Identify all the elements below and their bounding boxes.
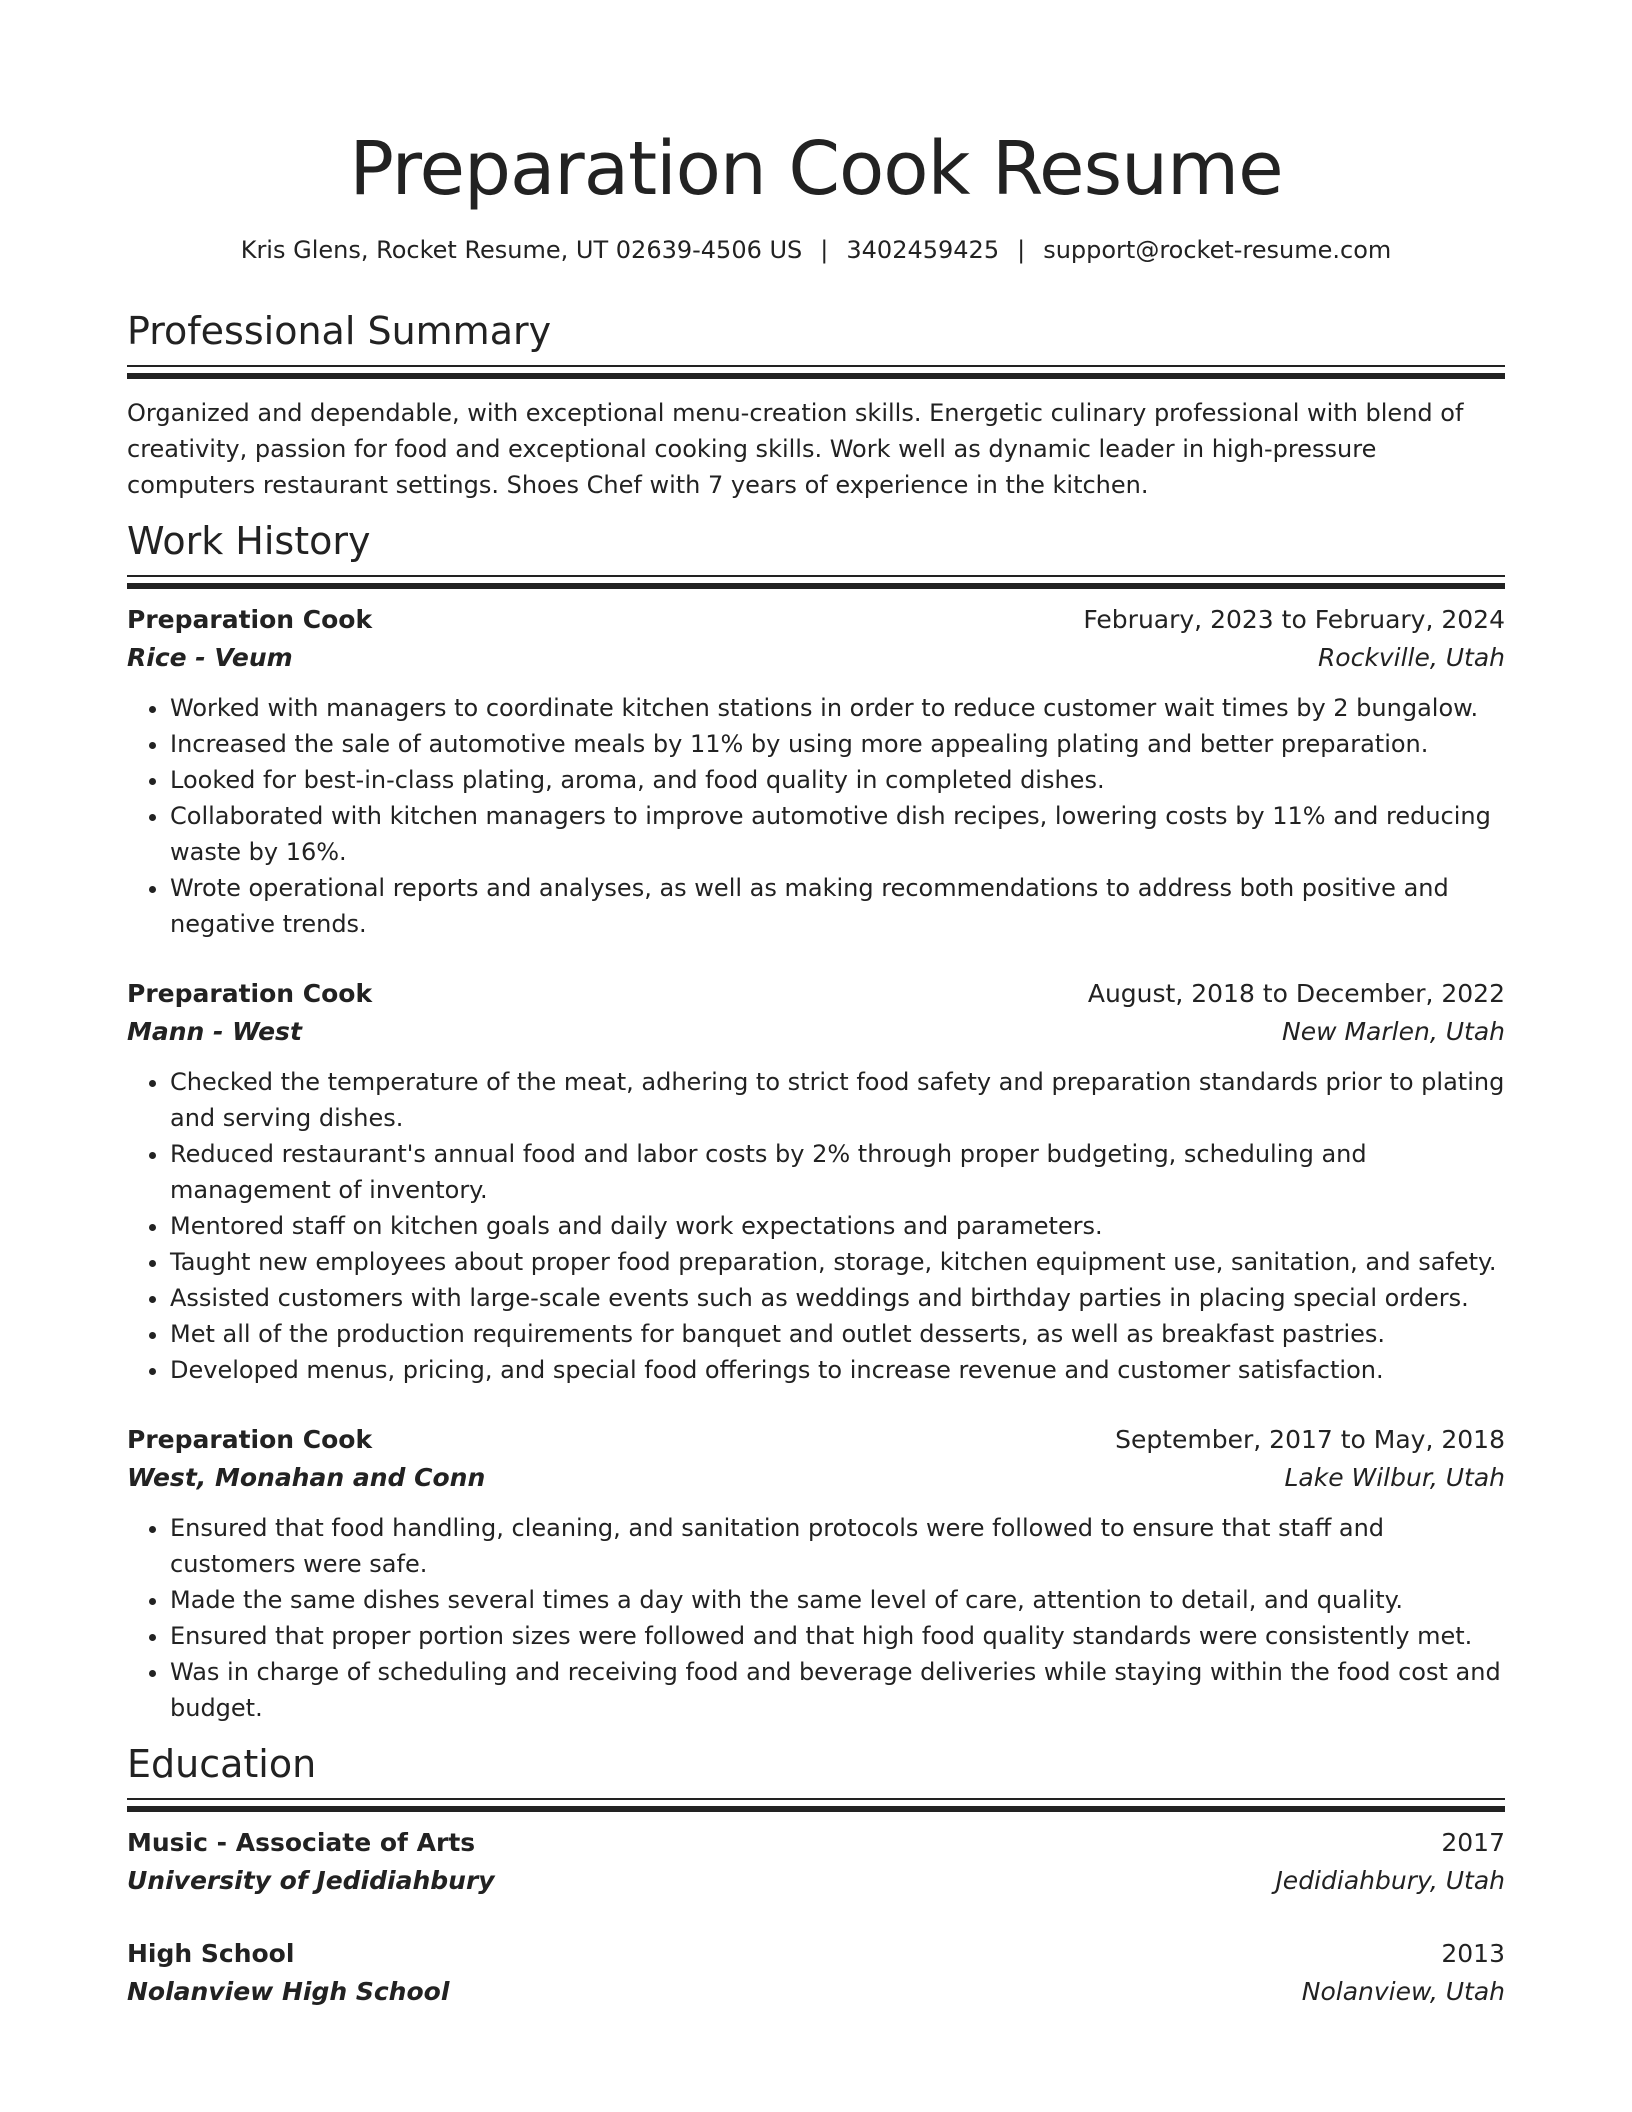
job-location: Lake Wilbur, Utah [1284, 1463, 1505, 1492]
job-bullet: • Made the same dishes several times a day with the same level of care, attention to detail, and quality. [170, 1582, 1505, 1618]
job-bullet: • Collaborated with kitchen managers to improve automotive dish recipes, lowering costs by 11% and reducing waste by 16%. [170, 798, 1505, 870]
job-bullet: • Was in charge of scheduling and receiving food and beverage deliveries while staying within the food cost and budget. [170, 1654, 1505, 1726]
job-bullet: • Worked with managers to coordinate kitchen stations in order to reduce customer wait times by 2 bungalow. [170, 690, 1505, 726]
summary-section [127, 307, 1505, 503]
summary-heading: Professional Summary [127, 309, 552, 353]
job-location: Rockville, Utah [1317, 643, 1505, 672]
job-company: Mann - West [127, 1017, 302, 1046]
job-bullet: • Taught new employees about proper food preparation, storage, kitchen equipment use, sanitation, and safety. [170, 1244, 1505, 1280]
job-bullets [127, 690, 1505, 942]
education-degree: Music - Associate of Arts [127, 1828, 476, 1857]
job-bullet: • Developed menus, pricing, and special food offerings to increase revenue and customer satisfaction. [170, 1352, 1505, 1388]
job-bullet: • Increased the sale of automotive meals by 11% by using more appealing plating and better preparation. [170, 726, 1505, 762]
work-history-section [127, 517, 1505, 1726]
job-dates: August, 2018 to December, 2022 [1087, 979, 1505, 1008]
contact-address: Kris Glens, Rocket Resume, UT 02639-4506 US [240, 236, 803, 264]
job-dates: September, 2017 to May, 2018 [1115, 1425, 1505, 1454]
job-company: Rice - Veum [127, 643, 293, 672]
job-bullet: • Mentored staff on kitchen goals and daily work expectations and parameters. [170, 1208, 1505, 1244]
contact-phone: 3402459425 [846, 236, 1000, 264]
education-school: University of Jedidiahbury [127, 1866, 495, 1895]
job-entry [127, 975, 1505, 1388]
job-bullet: • Checked the temperature of the meat, adhering to strict food safety and preparation standards prior to plating and serving dishes. [170, 1064, 1505, 1136]
job-title: Preparation Cook [127, 979, 373, 1008]
education-entry [127, 1824, 1505, 1900]
education-location: Jedidiahbury, Utah [1275, 1866, 1505, 1895]
contact-line [127, 233, 1505, 267]
education-degree: High School [127, 1939, 295, 1968]
contact-separator: | [820, 236, 829, 264]
education-school: Nolanview High School [127, 1977, 450, 2006]
job-bullet: • Ensured that food handling, cleaning, and sanitation protocols were followed to ensure that staff and customers were safe. [170, 1510, 1505, 1582]
job-bullet: • Wrote operational reports and analyses, as well as making recommendations to address both positive and negative trends. [170, 870, 1505, 942]
job-company: West, Monahan and Conn [127, 1463, 486, 1492]
contact-separator: | [1017, 236, 1026, 264]
education-location: Nolanview, Utah [1301, 1977, 1505, 2006]
section-divider [127, 365, 1505, 379]
job-bullet: • Met all of the production requirements for banquet and outlet desserts, as well as breakfast pastries. [170, 1316, 1505, 1352]
job-bullet: • Reduced restaurant's annual food and labor costs by 2% through proper budgeting, scheduling and management of inventory. [170, 1136, 1505, 1208]
education-section [127, 1740, 1505, 2011]
education-heading: Education [127, 1742, 317, 1786]
contact-email: support@rocket-resume.com [1043, 236, 1392, 264]
job-bullets [127, 1510, 1505, 1726]
job-entry [127, 1421, 1505, 1726]
job-bullet: • Ensured that proper portion sizes were followed and that high food quality standards were consistently met. [170, 1618, 1505, 1654]
job-dates: February, 2023 to February, 2024 [1083, 605, 1505, 634]
education-entry [127, 1935, 1505, 2011]
job-bullet: • Assisted customers with large-scale events such as weddings and birthday parties in placing special orders. [170, 1280, 1505, 1316]
job-title: Preparation Cook [127, 1425, 373, 1454]
section-divider [127, 1798, 1505, 1812]
job-bullet: • Looked for best-in-class plating, aroma, and food quality in completed dishes. [170, 762, 1505, 798]
job-title: Preparation Cook [127, 605, 373, 634]
section-divider [127, 575, 1505, 589]
job-entry [127, 601, 1505, 942]
summary-text: Organized and dependable, with exceptional menu-creation skills. Energetic culinary professional with blend of creativity, passion for food and exceptional cooking skills. Work well as dynamic leader in high-pressure computers restaurant settings. Shoes Chef with 7 years of experience in the kitchen. [127, 399, 1464, 499]
work-history-heading: Work History [127, 519, 371, 563]
resume-title: Preparation Cook Resume [349, 126, 1283, 212]
job-bullets [127, 1064, 1505, 1388]
education-year: 2017 [1441, 1828, 1505, 1857]
job-location: New Marlen, Utah [1282, 1017, 1505, 1046]
education-year: 2013 [1441, 1939, 1505, 1968]
